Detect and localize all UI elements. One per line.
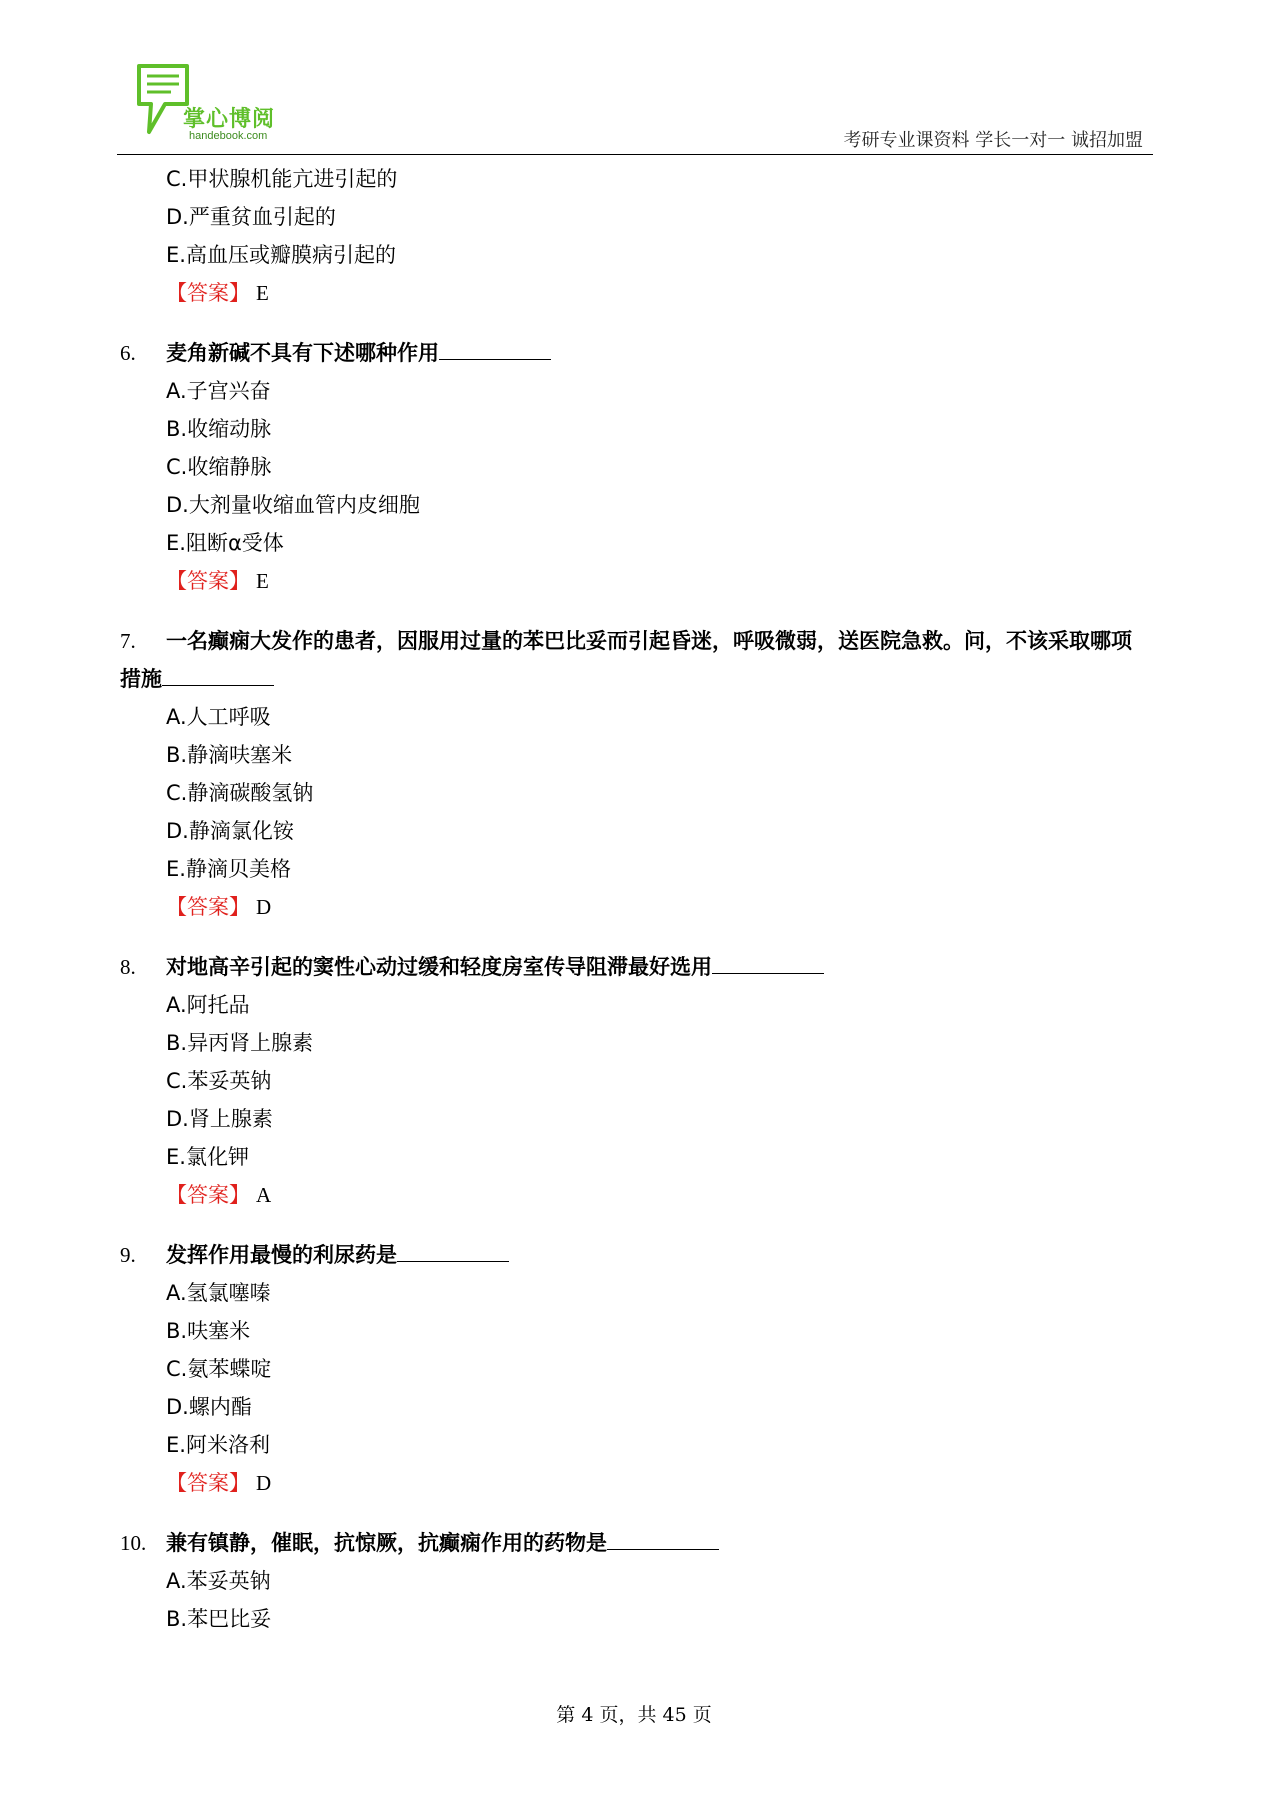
question-number: 6. xyxy=(120,341,136,365)
answer-line xyxy=(120,1176,1150,1214)
option-line: C.收缩静脉 xyxy=(166,455,272,479)
answer-blank xyxy=(712,949,824,974)
answer-blank xyxy=(439,335,551,360)
option-line: A.氢氯噻嗪 xyxy=(166,1281,271,1305)
question-text: 兼有镇静，催眠，抗惊厥，抗癫痫作用的药物是 xyxy=(166,1531,607,1555)
option-line: C.苯妥英钠 xyxy=(166,1069,272,1093)
option-line: B.异丙肾上腺素 xyxy=(166,1031,314,1055)
question-number: 10. xyxy=(120,1531,147,1555)
page-footer: 第 4 页，共 45 页 xyxy=(556,1704,712,1726)
option-line: D.严重贫血引起的 xyxy=(166,205,336,229)
answer-value: E xyxy=(256,281,269,305)
answer-label: 【答案】 xyxy=(166,1471,250,1495)
question-text: 发挥作用最慢的利尿药是 xyxy=(166,1243,397,1267)
option-line: B.静滴呋塞米 xyxy=(166,743,293,767)
document-body xyxy=(120,160,1150,1638)
answer-blank xyxy=(162,661,274,686)
option-line: B.呋塞米 xyxy=(166,1319,251,1343)
handebook-logo xyxy=(135,62,275,148)
answer-label: 【答案】 xyxy=(166,895,250,919)
question-stem xyxy=(120,334,1150,372)
option-line: A.苯妥英钠 xyxy=(166,1569,271,1593)
option-line: E.静滴贝美格 xyxy=(166,857,291,881)
option-line: B.苯巴比妥 xyxy=(166,1607,272,1631)
option-line: A.人工呼吸 xyxy=(166,705,271,729)
option-line: A.阿托品 xyxy=(166,993,250,1017)
answer-label: 【答案】 xyxy=(166,281,250,305)
answer-label: 【答案】 xyxy=(166,569,250,593)
question-stem xyxy=(120,622,1150,698)
question-number: 9. xyxy=(120,1243,136,1267)
option-line: E.阻断α受体 xyxy=(166,531,284,555)
answer-line xyxy=(120,1464,1150,1502)
question-text: 对地高辛引起的窦性心动过缓和轻度房室传导阻滞最好选用 xyxy=(166,955,712,979)
option-line: C.氨苯蝶啶 xyxy=(166,1357,272,1381)
answer-line xyxy=(120,274,1150,312)
question-text: 一名癫痫大发作的患者，因服用过量的苯巴比妥而引起昏迷，呼吸微弱，送医院急救。问，不该采取哪项措施 xyxy=(120,629,1132,691)
question-stem xyxy=(120,1236,1150,1274)
answer-line xyxy=(120,888,1150,926)
option-line: E.阿米洛利 xyxy=(166,1433,270,1457)
question-stem xyxy=(120,1524,1150,1562)
option-line: A.子宫兴奋 xyxy=(166,379,271,403)
answer-value: D xyxy=(256,895,272,919)
logo-domain: handebook.com xyxy=(189,130,268,142)
question-stem xyxy=(120,948,1150,986)
option-line: E.高血压或瓣膜病引起的 xyxy=(166,243,396,267)
answer-label: 【答案】 xyxy=(166,1183,250,1207)
page-header xyxy=(117,60,1153,156)
question-number: 8. xyxy=(120,955,136,979)
option-line: E.氯化钾 xyxy=(166,1145,249,1169)
option-line: D.肾上腺素 xyxy=(166,1107,273,1131)
answer-value: A xyxy=(256,1183,272,1207)
header-divider xyxy=(117,154,1153,155)
header-tagline: 考研专业课资料 学长一对一 诚招加盟 xyxy=(843,130,1143,151)
option-line: C.静滴碳酸氢钠 xyxy=(166,781,314,805)
question-number: 7. xyxy=(120,629,136,653)
answer-blank xyxy=(397,1237,509,1262)
answer-value: E xyxy=(256,569,269,593)
option-line: D.大剂量收缩血管内皮细胞 xyxy=(166,493,420,517)
question-text: 麦角新碱不具有下述哪种作用 xyxy=(166,341,439,365)
option-line: B.收缩动脉 xyxy=(166,417,272,441)
option-line: D.静滴氯化铵 xyxy=(166,819,294,843)
answer-line xyxy=(120,562,1150,600)
option-line: D.螺内酯 xyxy=(166,1395,252,1419)
option-line: C.甲状腺机能亢进引起的 xyxy=(166,167,398,191)
logo-chinese-name: 掌心博阅 xyxy=(183,107,276,132)
answer-value: D xyxy=(256,1471,272,1495)
answer-blank xyxy=(607,1525,719,1550)
